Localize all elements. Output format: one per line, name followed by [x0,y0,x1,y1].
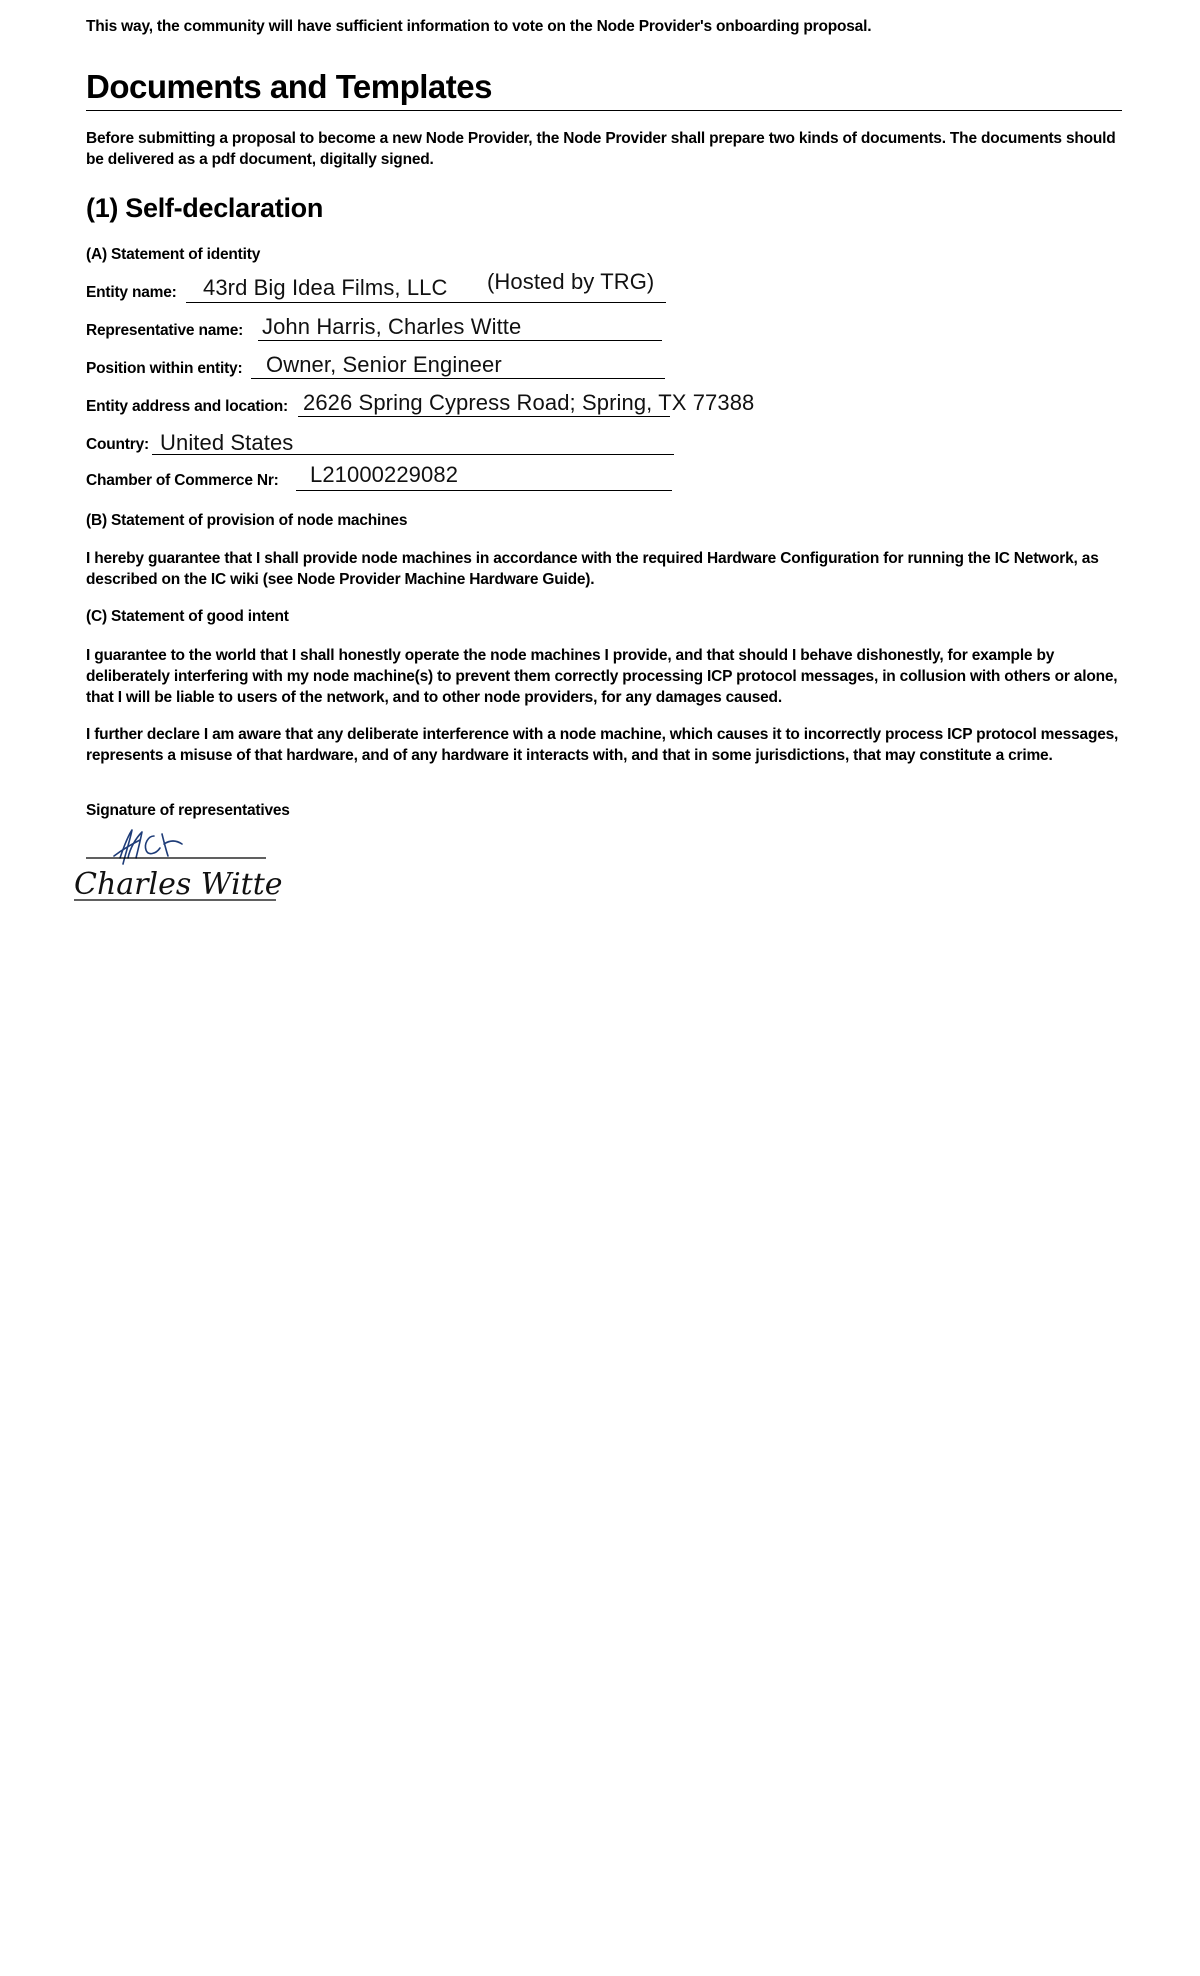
lead-paragraph: Before submitting a proposal to become a new Node Provider, the Node Provider shall prepare two kinds of documents. The documents should be delivered as a pdf document, digitally signed. [86,130,1116,168]
section-title: (1) Self-declaration [86,193,324,223]
entity-name-label: Entity name: [86,284,177,301]
signature-label: Signature of representatives [86,802,290,819]
country-value: United States [160,430,294,455]
representative-name-value: John Harris, Charles Witte [262,314,522,339]
entity-name-value: 43rd Big Idea Films, LLC [203,275,448,300]
page-title: Documents and Templates [86,68,492,105]
identity-title: (A) Statement of identity [86,246,261,263]
entity-name-line [186,302,666,303]
position-line [251,378,665,379]
provision-title: (B) Statement of provision of node machines [86,512,408,529]
chamber-line [296,490,672,491]
chamber-label: Chamber of Commerce Nr: [86,472,279,489]
position-value: Owner, Senior Engineer [266,352,502,377]
representative-name-label: Representative name: [86,322,244,339]
provision-text: I hereby guarantee that I shall provide node machines in accordance with the required Hardware Configuration for running the IC Network, as described on the IC wiki (see Node Provider Machine Hardware Guide). [86,550,1099,588]
address-line [298,416,670,417]
signatures [70,810,310,920]
signature-1 [114,830,182,864]
title-divider [86,110,1122,111]
entity-name-extra: (Hosted by TRG) [487,269,655,294]
intro-line: This way, the community will have sufficient information to vote on the Node Provider's onboarding proposal. [86,18,872,35]
representative-name-line [258,340,662,341]
good-intent-text-1: I guarantee to the world that I shall honestly operate the node machines I provide, and that should I behave dishonestly, for example by deliberately interfering with my node machine(s) to prevent them correctly processing ICP protocol messages, in collusion with others or alone, that I will be liable to users of the network, and to other node providers, for any damages caused. [86,647,1118,706]
chamber-value: L21000229082 [310,462,459,487]
good-intent-title: (C) Statement of good intent [86,608,289,625]
country-label: Country: [86,436,149,453]
address-label: Entity address and location: [86,398,288,415]
good-intent-text-2: I further declare I am aware that any deliberate interference with a node machine, which causes it to incorrectly process ICP protocol messages, represents a misuse of that hardware, and of any hardware it interacts with, and that in some jurisdictions, that may constitute a crime. [86,726,1119,764]
signature-2: Charles Witte [74,867,283,902]
address-value: 2626 Spring Cypress Road; Spring, TX 77388 [303,390,755,415]
position-label: Position within entity: [86,360,243,377]
